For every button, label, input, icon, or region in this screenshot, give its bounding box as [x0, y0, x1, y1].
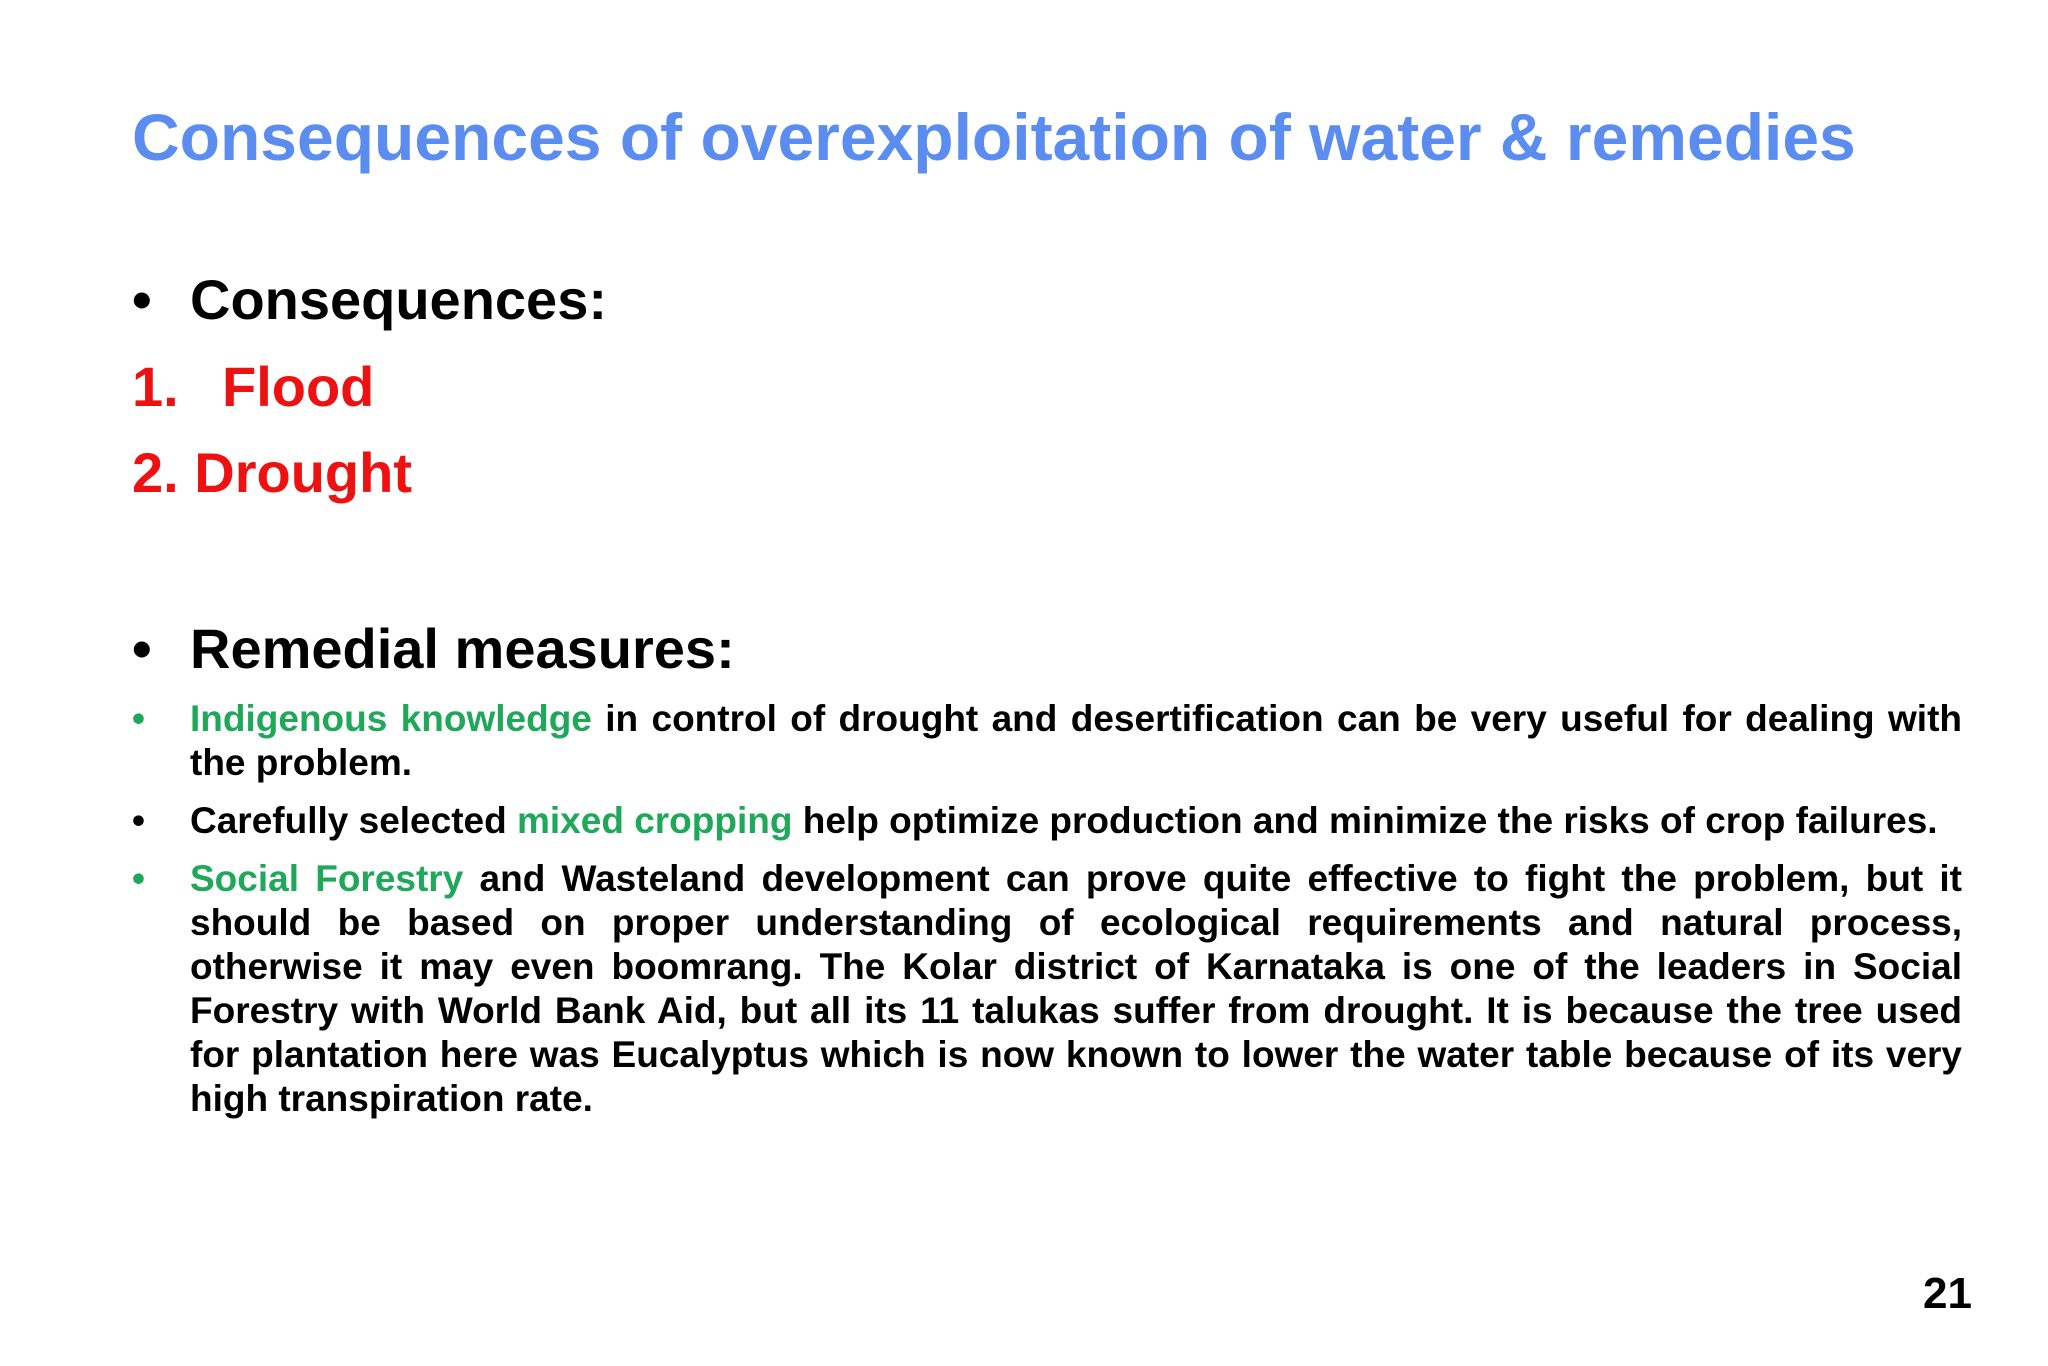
measure-text-post: in control of drought and desertification can be very useful for dealing with the problem.	[190, 698, 1962, 783]
measure-item	[132, 799, 1962, 843]
remedial-measures-list	[132, 697, 1962, 1135]
page-number: 21	[1923, 1269, 1972, 1318]
bullet: •	[132, 617, 152, 680]
item-number: 1.	[132, 355, 179, 418]
measure-item	[132, 697, 1962, 785]
measure-highlight: mixed cropping	[516, 800, 793, 841]
item-label: Flood	[222, 355, 375, 418]
item-label: Drought	[194, 441, 412, 504]
consequences-heading	[132, 268, 607, 331]
bullet: •	[132, 858, 145, 899]
measure-text	[190, 799, 1962, 843]
bullet: •	[132, 698, 145, 739]
bullet: •	[132, 800, 145, 841]
measure-item	[132, 857, 1962, 1121]
measure-highlight: Social Forestry	[190, 858, 464, 899]
remedial-measures-heading-label: Remedial measures:	[190, 617, 735, 680]
measure-text-pre: Carefully selected	[190, 800, 517, 841]
measure-text	[190, 697, 1962, 785]
measure-highlight: Indigenous knowledge	[190, 698, 592, 739]
bullet: •	[132, 268, 152, 331]
consequence-item-flood	[132, 355, 375, 418]
remedial-measures-heading	[132, 617, 735, 680]
consequences-heading-label: Consequences:	[190, 268, 607, 331]
measure-text	[190, 857, 1962, 1121]
consequence-item-drought	[132, 441, 412, 504]
measure-text-post: help optimize production and minimize the risks of crop failures.	[792, 800, 1938, 841]
item-number: 2.	[132, 441, 179, 504]
measure-text-post: and Wasteland development can prove quite effective to fight the problem, but it should be based on proper understanding of ecological requirements and natural process, otherwise it may even boomrang. The Kolar district of Karnataka is one of the leaders in Social Forestry with World Bank Aid, but all its 11 talukas suffer from drought. It is because the tree used for plantation here was Eucalyptus which is now known to lower the water table because of its very high transpiration rate.	[190, 858, 1962, 1119]
slide-title: Consequences of overexploitation of water & remedies	[132, 100, 1856, 174]
